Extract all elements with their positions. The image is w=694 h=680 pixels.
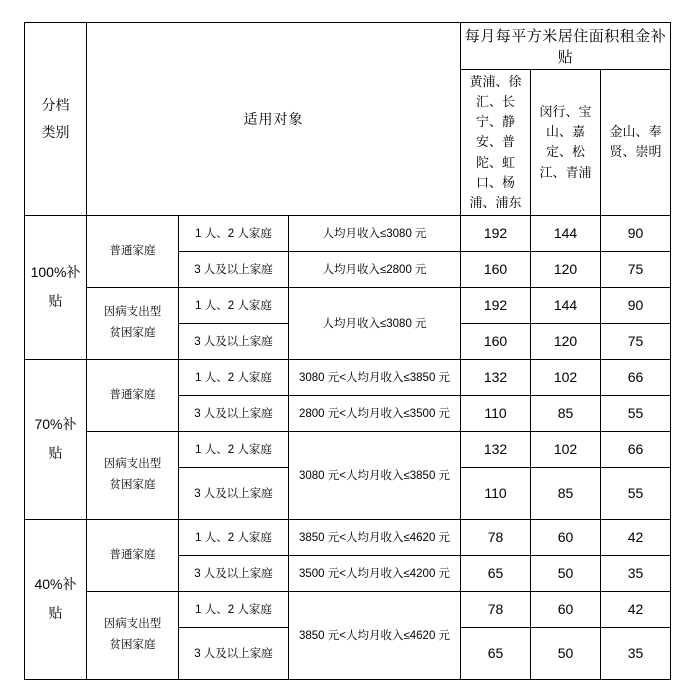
subsidy-value-area3: 55 — [601, 467, 671, 519]
header-area-1: 黄浦、徐汇、长宁、静安、普陀、虹口、杨浦、浦东 — [461, 70, 531, 216]
household-type-line1: 因病支出型 — [103, 617, 162, 630]
subsidy-value-area3: 42 — [601, 591, 671, 627]
family-size: 1 人、2 人家庭 — [179, 359, 289, 395]
table-row — [25, 431, 671, 467]
income-condition: 3080 元<人均月收入≤3850 元 — [289, 431, 461, 519]
subsidy-value-area1: 192 — [461, 287, 531, 323]
header-tier-category — [25, 23, 87, 216]
header-subsidy-title: 每月每平方米居住面积租金补贴 — [461, 23, 671, 70]
income-condition: 3080 元<人均月收入≤3850 元 — [289, 359, 461, 395]
header-area-3: 金山、奉贤、崇明 — [601, 70, 671, 216]
family-size: 3 人及以上家庭 — [179, 627, 289, 679]
income-condition: 3850 元<人均月收入≤4620 元 — [289, 591, 461, 679]
household-type-line2: 贫困家庭 — [109, 639, 156, 652]
table-row — [25, 359, 671, 395]
subsidy-value-area1: 110 — [461, 395, 531, 431]
subsidy-value-area1: 160 — [461, 323, 531, 359]
household-type-line1: 因病支出型 — [103, 457, 162, 470]
subsidy-value-area2: 120 — [531, 251, 601, 287]
subsidy-value-area2: 60 — [531, 519, 601, 555]
subsidy-value-area2: 120 — [531, 323, 601, 359]
subsidy-value-area3: 35 — [601, 627, 671, 679]
subsidy-value-area2: 60 — [531, 591, 601, 627]
subsidy-value-area2: 50 — [531, 555, 601, 591]
subsidy-value-area2: 50 — [531, 627, 601, 679]
tier-name-1: 70%补贴 — [25, 359, 87, 519]
header-tier-line1: 分档 — [41, 97, 70, 114]
income-condition: 3850 元<人均月收入≤4620 元 — [289, 519, 461, 555]
income-condition: 人均月收入≤3080 元 — [289, 287, 461, 359]
subsidy-value-area2: 85 — [531, 467, 601, 519]
subsidy-value-area3: 75 — [601, 251, 671, 287]
household-type-2-0: 普通家庭 — [87, 519, 179, 591]
income-condition: 2800 元<人均月收入≤3500 元 — [289, 395, 461, 431]
income-condition: 人均月收入≤2800 元 — [289, 251, 461, 287]
income-condition: 人均月收入≤3080 元 — [289, 215, 461, 251]
table-row — [25, 591, 671, 627]
subsidy-value-area3: 42 — [601, 519, 671, 555]
family-size: 1 人、2 人家庭 — [179, 431, 289, 467]
family-size: 3 人及以上家庭 — [179, 395, 289, 431]
subsidy-value-area1: 160 — [461, 251, 531, 287]
subsidy-value-area3: 75 — [601, 323, 671, 359]
family-size: 3 人及以上家庭 — [179, 467, 289, 519]
header-area-2: 闵行、宝山、嘉定、松江、青浦 — [531, 70, 601, 216]
subsidy-value-area3: 66 — [601, 431, 671, 467]
household-type-0-1 — [87, 287, 179, 359]
household-type-line2: 贫困家庭 — [109, 479, 156, 492]
header-tier-line2: 类别 — [41, 123, 70, 140]
subsidy-value-area3: 66 — [601, 359, 671, 395]
subsidy-value-area1: 65 — [461, 627, 531, 679]
family-size: 1 人、2 人家庭 — [179, 591, 289, 627]
header-applicable-target: 适用对象 — [87, 23, 461, 216]
table-row — [25, 215, 671, 251]
subsidy-value-area3: 90 — [601, 287, 671, 323]
subsidy-value-area3: 55 — [601, 395, 671, 431]
table-header-row-top — [25, 23, 671, 70]
household-type-line1: 因病支出型 — [103, 305, 162, 318]
family-size: 3 人及以上家庭 — [179, 251, 289, 287]
subsidy-value-area2: 102 — [531, 431, 601, 467]
subsidy-value-area2: 144 — [531, 287, 601, 323]
tier-name-2: 40%补贴 — [25, 519, 87, 679]
family-size: 3 人及以上家庭 — [179, 323, 289, 359]
table-row — [25, 519, 671, 555]
family-size: 1 人、2 人家庭 — [179, 215, 289, 251]
subsidy-value-area1: 78 — [461, 591, 531, 627]
income-condition: 3500 元<人均月收入≤4200 元 — [289, 555, 461, 591]
household-type-line2: 贫困家庭 — [109, 327, 156, 340]
subsidy-value-area1: 110 — [461, 467, 531, 519]
household-type-2-1 — [87, 591, 179, 679]
rent-subsidy-table — [24, 22, 671, 680]
subsidy-value-area3: 35 — [601, 555, 671, 591]
subsidy-value-area1: 192 — [461, 215, 531, 251]
family-size: 1 人、2 人家庭 — [179, 519, 289, 555]
subsidy-value-area2: 102 — [531, 359, 601, 395]
subsidy-value-area1: 132 — [461, 359, 531, 395]
subsidy-value-area3: 90 — [601, 215, 671, 251]
household-type-1-0: 普通家庭 — [87, 359, 179, 431]
subsidy-value-area1: 78 — [461, 519, 531, 555]
subsidy-value-area2: 85 — [531, 395, 601, 431]
subsidy-value-area2: 144 — [531, 215, 601, 251]
household-type-0-0: 普通家庭 — [87, 215, 179, 287]
household-type-1-1 — [87, 431, 179, 519]
subsidy-value-area1: 132 — [461, 431, 531, 467]
table-row — [25, 287, 671, 323]
family-size: 1 人、2 人家庭 — [179, 287, 289, 323]
family-size: 3 人及以上家庭 — [179, 555, 289, 591]
tier-name-0: 100%补贴 — [25, 215, 87, 359]
subsidy-value-area1: 65 — [461, 555, 531, 591]
